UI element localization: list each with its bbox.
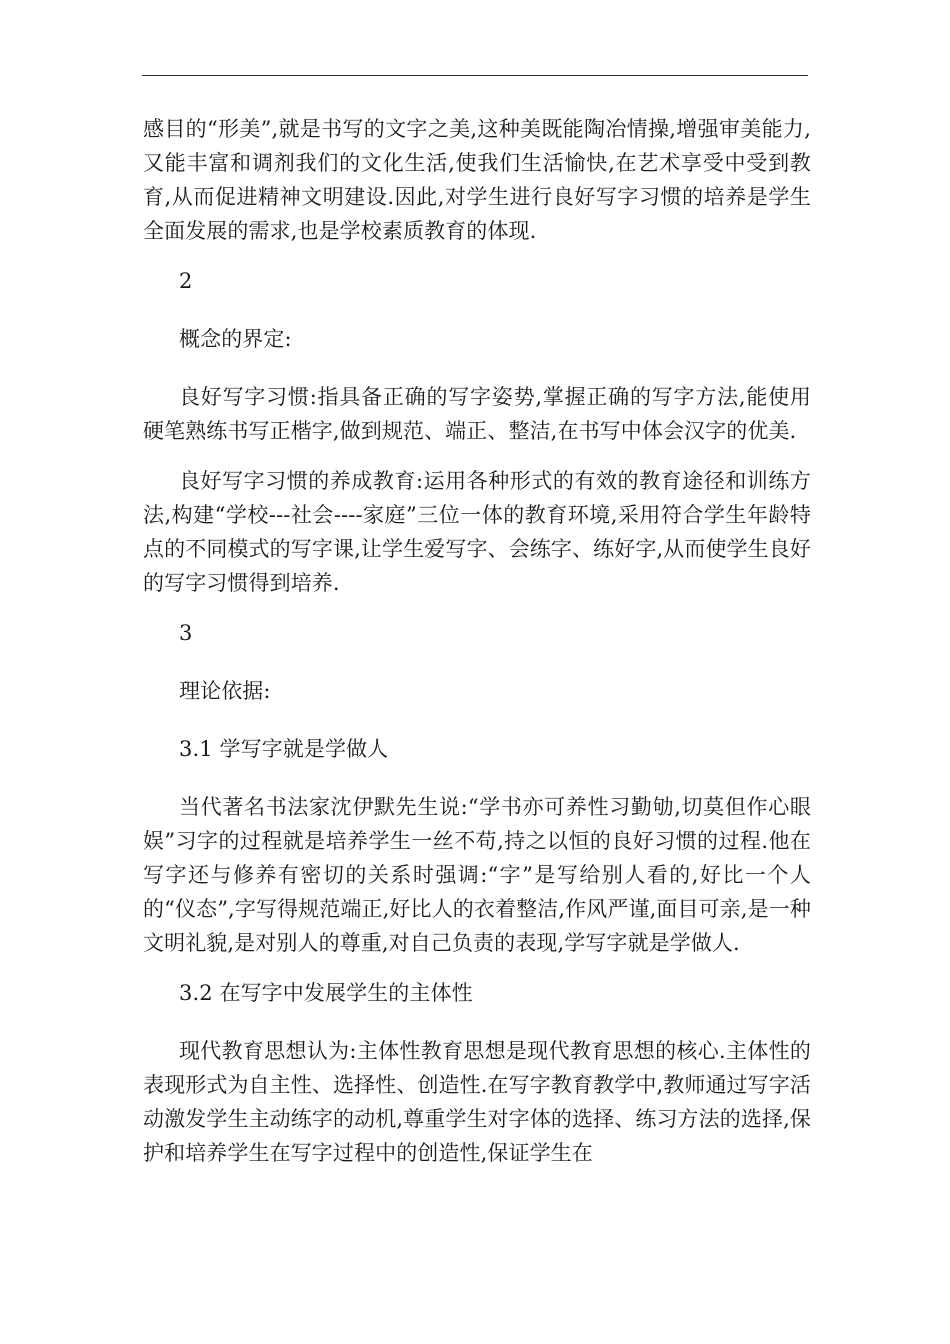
- section-number-3: 3: [179, 621, 193, 645]
- subsection-heading-3-1: 3.1 学写字就是学做人: [179, 737, 389, 761]
- section-number-2: 2: [179, 269, 193, 293]
- section-heading-definitions: 概念的界定:: [179, 327, 292, 351]
- section-heading-theory: 理论依据:: [179, 679, 271, 703]
- paragraph-definition-habit: 良好写字习惯:指具备正确的写字姿势,掌握正确的写字方法,能使用硬笔熟练书写正楷字,做到规范、端正、整洁,在书写中体会汉字的优美.: [143, 385, 811, 443]
- header-rule: [142, 75, 808, 76]
- paragraph-3-2-body: 现代教育思想认为:主体性教育思想是现代教育思想的核心.主体性的表现形式为自主性、选择性、创造性.在写字教育教学中,教师通过写字活动激发学生主动练字的动机,尊重学生对字体的选择、练习方法的选择,保护和培养学生在写字过程中的创造性,保证学生在: [143, 1039, 811, 1165]
- paragraph-3-1-body: 当代著名书法家沈伊默先生说:“学书亦可养性习勤劬,切莫但作心眼娱”习字的过程就是培养学生一丝不苟,持之以恒的良好习惯的过程.他在写字还与修养有密切的关系时强调:“字”是写给别人看的,好比一个人的“仪态”,字写得规范端正,好比人的衣着整洁,作风严谨,面目可亲,是一种文明礼貌,是对别人的尊重,对自己负责的表现,学写字就是学做人.: [143, 795, 811, 955]
- subsection-heading-3-2: 3.2 在写字中发展学生的主体性: [179, 981, 473, 1005]
- paragraph-definition-education: 良好写字习惯的养成教育:运用各种形式的有效的教育途径和训练方法,构建“学校---社会----家庭”三位一体的教育环境,采用符合学生年龄特点的不同模式的写字课,让学生爱写字、会练字、练好字,从而使学生良好的写字习惯得到培养.: [143, 469, 811, 595]
- document-body: [143, 112, 811, 1186]
- paragraph-intro-continued: 感目的“形美”,就是书写的文字之美,这种美既能陶冶情操,增强审美能力,又能丰富和调剂我们的文化生活,使我们生活愉快,在艺术享受中受到教育,从而促进精神文明建设.因此,对学生进行良好写字习惯的培养是学生全面发展的需求,也是学校素质教育的体现.: [143, 117, 811, 243]
